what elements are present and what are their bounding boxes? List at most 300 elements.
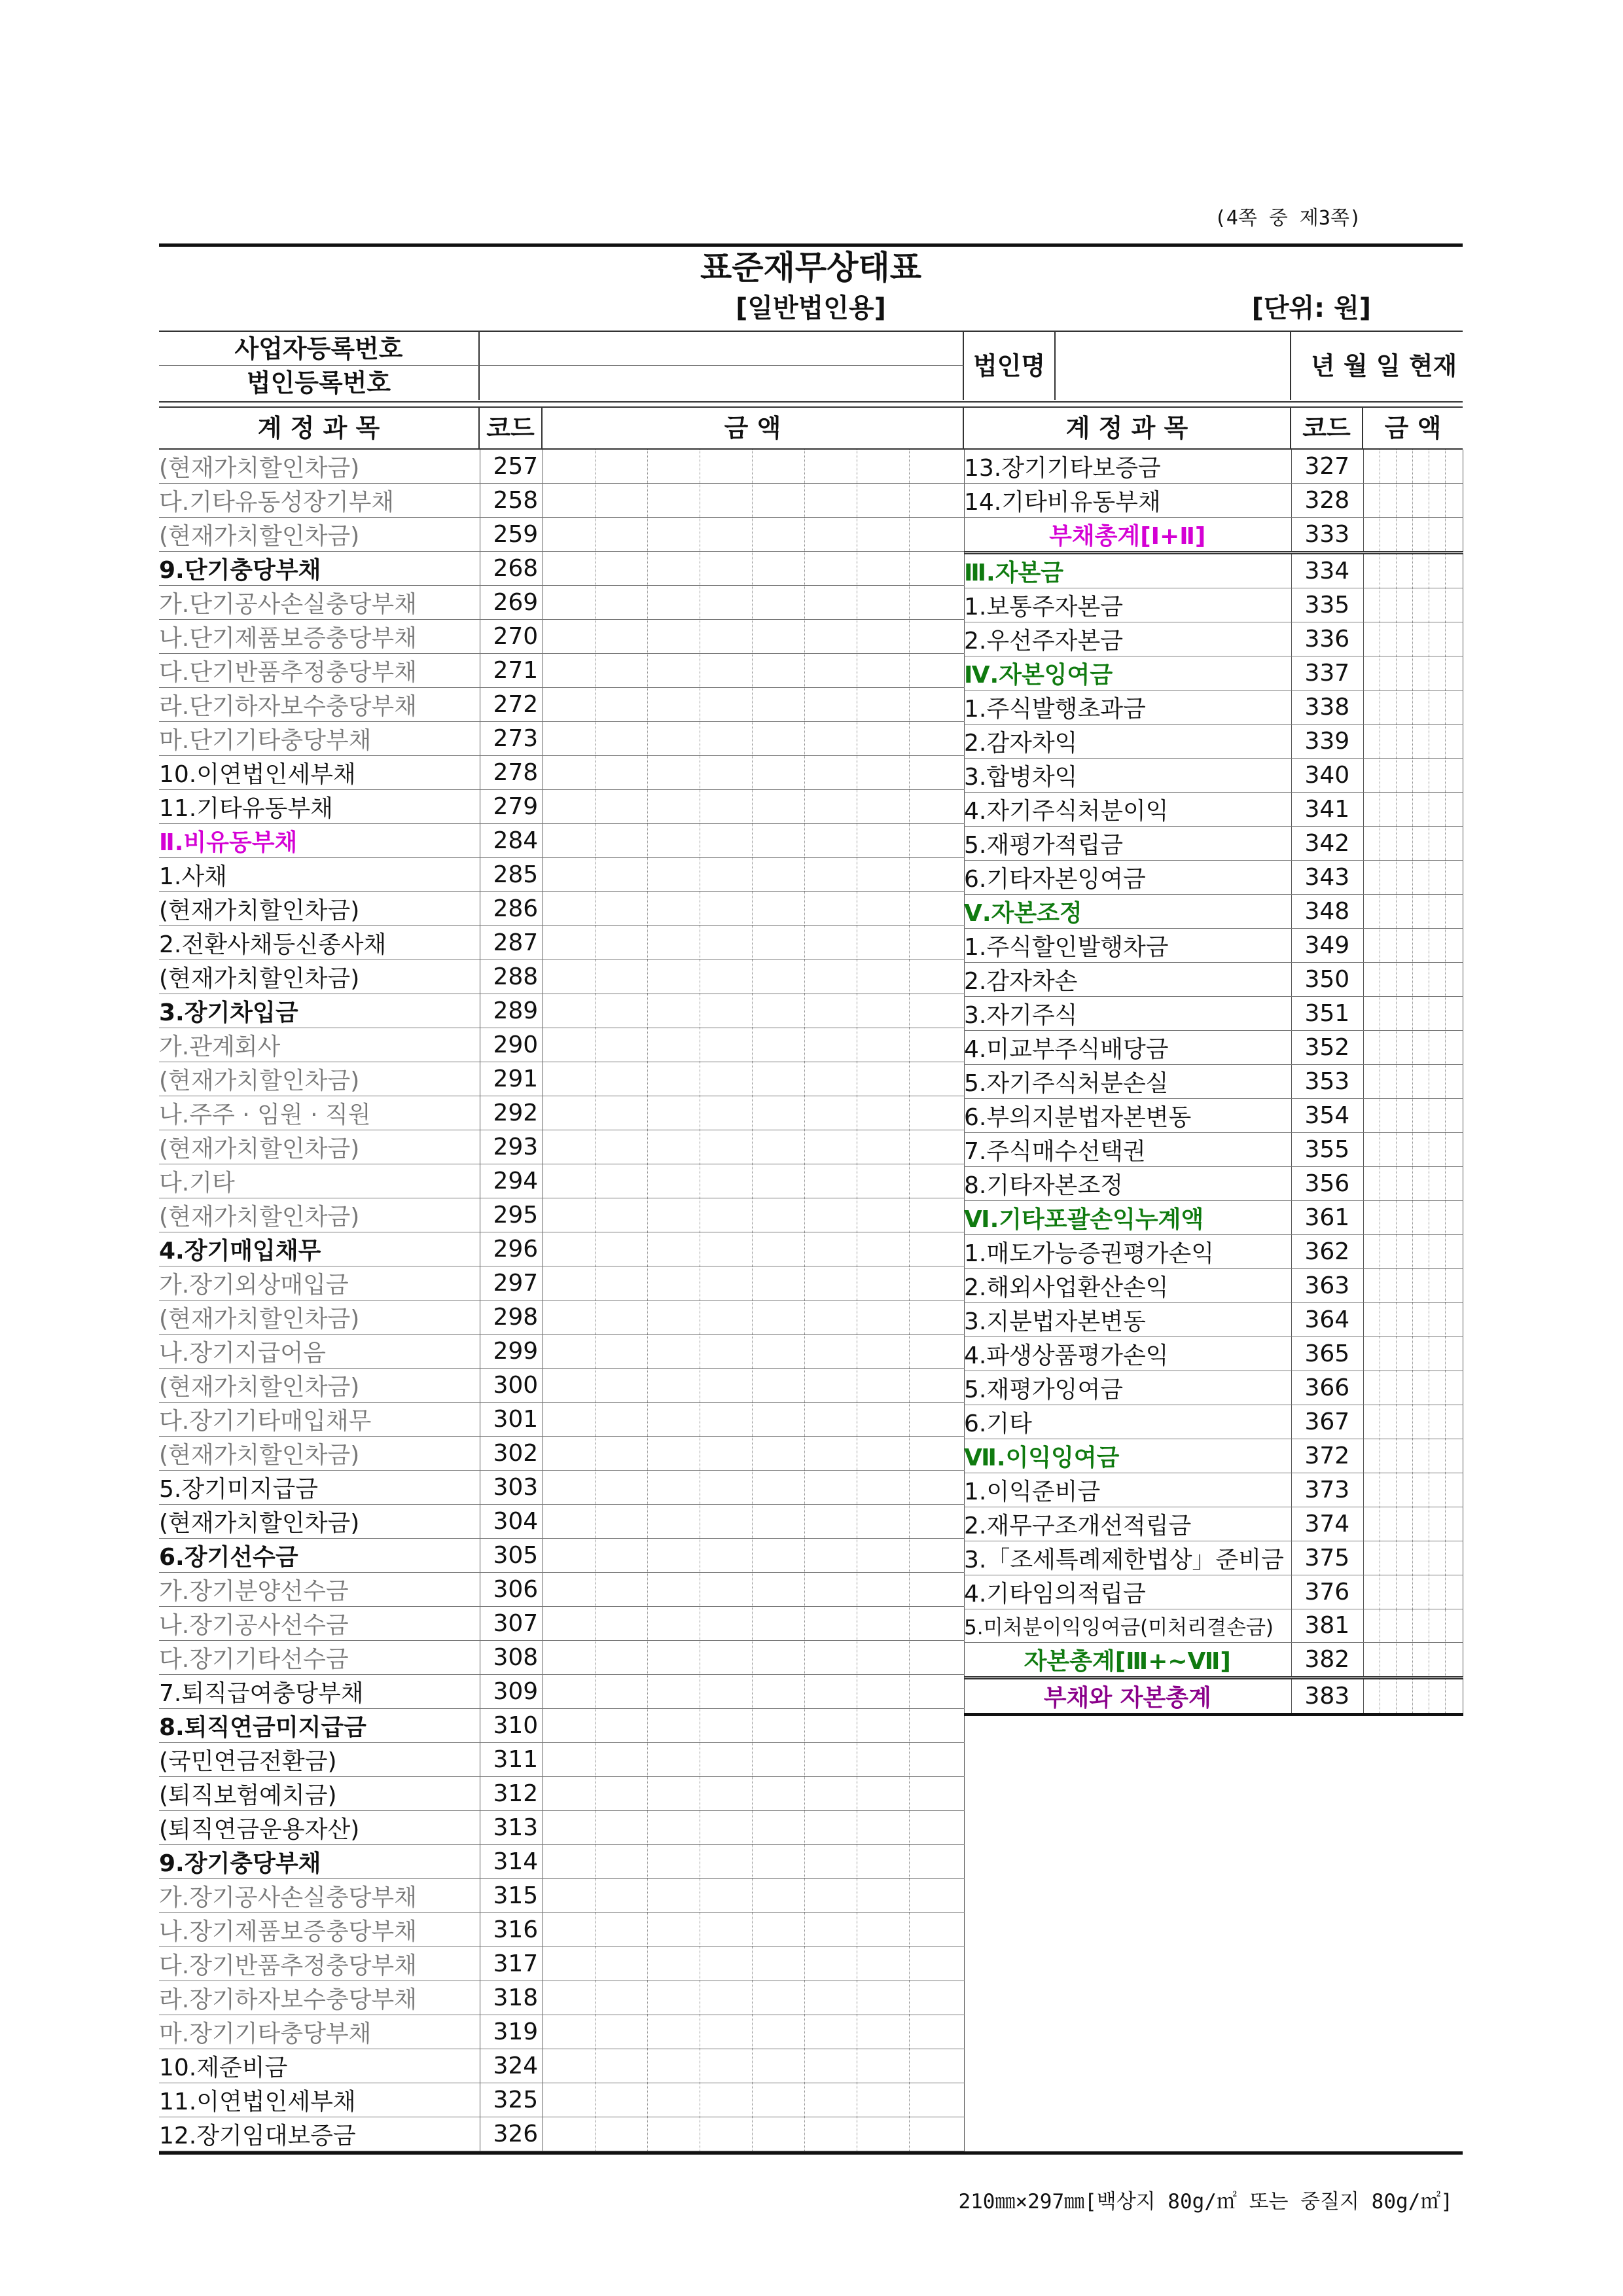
amount-cell[interactable] (857, 688, 909, 722)
amount-cell[interactable] (700, 1062, 752, 1096)
amount-cell[interactable] (752, 1266, 804, 1300)
amount-cell[interactable] (1380, 997, 1396, 1031)
amount-cell[interactable] (1445, 1405, 1463, 1439)
amount-cell[interactable] (1396, 1575, 1412, 1609)
amount-cell[interactable] (1363, 1031, 1380, 1065)
amount-cell[interactable] (752, 1913, 804, 1947)
amount-cell[interactable] (909, 1777, 964, 1811)
amount-cell[interactable] (1396, 588, 1412, 622)
amount-cell[interactable] (1412, 827, 1429, 861)
amount-cell[interactable] (857, 1845, 909, 1879)
amount-cell[interactable] (1396, 1235, 1412, 1269)
amount-cell[interactable] (1380, 725, 1396, 759)
amount-cell[interactable] (804, 1811, 857, 1845)
amount-cell[interactable] (857, 1675, 909, 1709)
amount-cell[interactable] (1363, 518, 1380, 553)
amount-cell[interactable] (700, 756, 752, 790)
amount-cell[interactable] (1445, 1235, 1463, 1269)
amount-cell[interactable] (857, 1471, 909, 1505)
amount-cell[interactable] (804, 2049, 857, 2083)
amount-cell[interactable] (752, 688, 804, 722)
amount-cell[interactable] (857, 1028, 909, 1062)
amount-cell[interactable] (1363, 1167, 1380, 1201)
amount-cell[interactable] (752, 1709, 804, 1743)
amount-cell[interactable] (1412, 553, 1429, 588)
amount-cell[interactable] (804, 1505, 857, 1539)
amount-cell[interactable] (1412, 1405, 1429, 1439)
amount-cell[interactable] (804, 1437, 857, 1471)
amount-cell[interactable] (595, 1675, 647, 1709)
amount-cell[interactable] (595, 722, 647, 756)
amount-cell[interactable] (752, 722, 804, 756)
amount-cell[interactable] (804, 858, 857, 892)
amount-cell[interactable] (543, 1675, 595, 1709)
amount-cell[interactable] (700, 1130, 752, 1164)
amount-cell[interactable] (595, 1403, 647, 1437)
amount-cell[interactable] (804, 926, 857, 960)
amount-cell[interactable] (804, 1981, 857, 2015)
amount-cell[interactable] (804, 1743, 857, 1777)
amount-cell[interactable] (1429, 1371, 1445, 1405)
amount-cell[interactable] (909, 1675, 964, 1709)
amount-cell[interactable] (1363, 1642, 1380, 1677)
amount-cell[interactable] (1380, 484, 1396, 518)
amount-cell[interactable] (543, 1130, 595, 1164)
amount-cell[interactable] (752, 1573, 804, 1607)
amount-cell[interactable] (909, 2049, 964, 2083)
amount-cell[interactable] (595, 1811, 647, 1845)
amount-cell[interactable] (595, 1709, 647, 1743)
amount-cell[interactable] (1429, 1507, 1445, 1541)
amount-cell[interactable] (752, 2049, 804, 2083)
amount-cell[interactable] (543, 1403, 595, 1437)
amount-cell[interactable] (1429, 1065, 1445, 1099)
amount-cell[interactable] (595, 484, 647, 518)
amount-cell[interactable] (595, 450, 647, 484)
amount-cell[interactable] (647, 1164, 700, 1198)
amount-cell[interactable] (1363, 1133, 1380, 1167)
amount-cell[interactable] (1396, 691, 1412, 725)
amount-cell[interactable] (909, 1062, 964, 1096)
amount-cell[interactable] (857, 518, 909, 552)
corp-reg-field[interactable] (480, 366, 964, 400)
amount-cell[interactable] (1445, 1065, 1463, 1099)
amount-cell[interactable] (1412, 1642, 1429, 1677)
amount-cell[interactable] (1363, 1541, 1380, 1575)
amount-cell[interactable] (595, 1879, 647, 1913)
amount-cell[interactable] (1429, 622, 1445, 656)
amount-cell[interactable] (700, 2049, 752, 2083)
amount-cell[interactable] (543, 1845, 595, 1879)
amount-cell[interactable] (700, 1981, 752, 2015)
amount-cell[interactable] (1412, 1201, 1429, 1235)
amount-cell[interactable] (1445, 895, 1463, 929)
amount-cell[interactable] (543, 1947, 595, 1981)
amount-cell[interactable] (543, 2117, 595, 2151)
amount-cell[interactable] (647, 1913, 700, 1947)
amount-cell[interactable] (909, 994, 964, 1028)
corp-name-field[interactable] (1056, 332, 1291, 400)
amount-cell[interactable] (595, 1335, 647, 1369)
amount-cell[interactable] (1363, 588, 1380, 622)
amount-cell[interactable] (1412, 656, 1429, 691)
amount-cell[interactable] (595, 1062, 647, 1096)
amount-cell[interactable] (857, 790, 909, 824)
amount-cell[interactable] (700, 926, 752, 960)
amount-cell[interactable] (909, 484, 964, 518)
amount-cell[interactable] (595, 1096, 647, 1130)
amount-cell[interactable] (543, 960, 595, 994)
amount-cell[interactable] (909, 1130, 964, 1164)
amount-cell[interactable] (1445, 1541, 1463, 1575)
amount-cell[interactable] (857, 1607, 909, 1641)
amount-cell[interactable] (1445, 1609, 1463, 1643)
amount-cell[interactable] (543, 1096, 595, 1130)
amount-cell[interactable] (1396, 1677, 1412, 1714)
amount-cell[interactable] (1412, 1439, 1429, 1473)
amount-cell[interactable] (543, 586, 595, 620)
amount-cell[interactable] (647, 2049, 700, 2083)
amount-cell[interactable] (700, 1369, 752, 1403)
amount-cell[interactable] (1429, 1609, 1445, 1643)
amount-cell[interactable] (909, 450, 964, 484)
amount-cell[interactable] (1380, 588, 1396, 622)
amount-cell[interactable] (1363, 1269, 1380, 1303)
amount-cell[interactable] (1363, 553, 1380, 588)
amount-cell[interactable] (595, 1300, 647, 1335)
amount-cell[interactable] (595, 1164, 647, 1198)
amount-cell[interactable] (700, 1845, 752, 1879)
amount-cell[interactable] (1412, 450, 1429, 484)
amount-cell[interactable] (1412, 793, 1429, 827)
amount-cell[interactable] (804, 1777, 857, 1811)
amount-cell[interactable] (857, 1300, 909, 1335)
amount-cell[interactable] (700, 586, 752, 620)
amount-cell[interactable] (1445, 1507, 1463, 1541)
amount-cell[interactable] (700, 722, 752, 756)
amount-cell[interactable] (1363, 1303, 1380, 1337)
amount-cell[interactable] (804, 722, 857, 756)
amount-cell[interactable] (804, 1607, 857, 1641)
amount-cell[interactable] (909, 1198, 964, 1232)
amount-cell[interactable] (1412, 997, 1429, 1031)
amount-cell[interactable] (752, 1981, 804, 2015)
amount-cell[interactable] (804, 1232, 857, 1266)
amount-cell[interactable] (1380, 1677, 1396, 1714)
amount-cell[interactable] (700, 518, 752, 552)
amount-cell[interactable] (857, 1369, 909, 1403)
amount-cell[interactable] (1363, 1337, 1380, 1371)
amount-cell[interactable] (752, 1845, 804, 1879)
amount-cell[interactable] (1396, 1201, 1412, 1235)
amount-cell[interactable] (1445, 1677, 1463, 1714)
amount-cell[interactable] (647, 620, 700, 654)
amount-cell[interactable] (857, 2049, 909, 2083)
amount-cell[interactable] (700, 2083, 752, 2117)
amount-cell[interactable] (647, 1879, 700, 1913)
amount-cell[interactable] (1412, 1133, 1429, 1167)
amount-cell[interactable] (857, 1777, 909, 1811)
amount-cell[interactable] (595, 1437, 647, 1471)
amount-cell[interactable] (909, 960, 964, 994)
amount-cell[interactable] (857, 1096, 909, 1130)
amount-cell[interactable] (647, 1777, 700, 1811)
amount-cell[interactable] (1445, 588, 1463, 622)
amount-cell[interactable] (1396, 1405, 1412, 1439)
amount-cell[interactable] (1429, 1201, 1445, 1235)
amount-cell[interactable] (857, 1437, 909, 1471)
amount-cell[interactable] (1412, 484, 1429, 518)
amount-cell[interactable] (1445, 656, 1463, 691)
amount-cell[interactable] (595, 2049, 647, 2083)
amount-cell[interactable] (1445, 484, 1463, 518)
amount-cell[interactable] (909, 1232, 964, 1266)
amount-cell[interactable] (752, 450, 804, 484)
amount-cell[interactable] (1380, 1541, 1396, 1575)
amount-cell[interactable] (857, 1743, 909, 1777)
amount-cell[interactable] (1363, 929, 1380, 963)
amount-cell[interactable] (1396, 1541, 1412, 1575)
amount-cell[interactable] (543, 1743, 595, 1777)
amount-cell[interactable] (543, 518, 595, 552)
amount-cell[interactable] (647, 1981, 700, 2015)
amount-cell[interactable] (647, 654, 700, 688)
amount-cell[interactable] (595, 1266, 647, 1300)
amount-cell[interactable] (857, 1913, 909, 1947)
amount-cell[interactable] (647, 824, 700, 858)
amount-cell[interactable] (909, 858, 964, 892)
amount-cell[interactable] (647, 1539, 700, 1573)
amount-cell[interactable] (647, 1505, 700, 1539)
amount-cell[interactable] (595, 1471, 647, 1505)
amount-cell[interactable] (1363, 997, 1380, 1031)
amount-cell[interactable] (543, 1471, 595, 1505)
amount-cell[interactable] (595, 858, 647, 892)
amount-cell[interactable] (1396, 1133, 1412, 1167)
amount-cell[interactable] (543, 1573, 595, 1607)
amount-cell[interactable] (1445, 1337, 1463, 1371)
amount-cell[interactable] (804, 892, 857, 926)
amount-cell[interactable] (647, 2083, 700, 2117)
amount-cell[interactable] (909, 756, 964, 790)
amount-cell[interactable] (1429, 588, 1445, 622)
amount-cell[interactable] (857, 1539, 909, 1573)
amount-cell[interactable] (700, 654, 752, 688)
amount-cell[interactable] (1412, 518, 1429, 553)
amount-cell[interactable] (543, 756, 595, 790)
amount-cell[interactable] (1429, 997, 1445, 1031)
amount-cell[interactable] (647, 790, 700, 824)
amount-cell[interactable] (700, 1505, 752, 1539)
amount-cell[interactable] (804, 1641, 857, 1675)
amount-cell[interactable] (752, 2083, 804, 2117)
amount-cell[interactable] (1429, 963, 1445, 997)
amount-cell[interactable] (752, 654, 804, 688)
amount-cell[interactable] (1429, 861, 1445, 895)
amount-cell[interactable] (1429, 1269, 1445, 1303)
amount-cell[interactable] (1380, 450, 1396, 484)
amount-cell[interactable] (1412, 1507, 1429, 1541)
amount-cell[interactable] (700, 450, 752, 484)
amount-cell[interactable] (1429, 484, 1445, 518)
amount-cell[interactable] (700, 1913, 752, 1947)
amount-cell[interactable] (700, 1471, 752, 1505)
amount-cell[interactable] (804, 1028, 857, 1062)
amount-cell[interactable] (1429, 1473, 1445, 1507)
amount-cell[interactable] (647, 2015, 700, 2049)
amount-cell[interactable] (543, 892, 595, 926)
amount-cell[interactable] (1396, 656, 1412, 691)
amount-cell[interactable] (700, 994, 752, 1028)
amount-cell[interactable] (543, 858, 595, 892)
amount-cell[interactable] (700, 1437, 752, 1471)
amount-cell[interactable] (752, 1096, 804, 1130)
amount-cell[interactable] (909, 1369, 964, 1403)
amount-cell[interactable] (700, 1028, 752, 1062)
amount-cell[interactable] (1396, 861, 1412, 895)
amount-cell[interactable] (647, 2117, 700, 2151)
amount-cell[interactable] (752, 1369, 804, 1403)
amount-cell[interactable] (647, 688, 700, 722)
amount-cell[interactable] (804, 994, 857, 1028)
amount-cell[interactable] (909, 892, 964, 926)
amount-cell[interactable] (543, 552, 595, 586)
amount-cell[interactable] (1363, 1405, 1380, 1439)
amount-cell[interactable] (1445, 518, 1463, 553)
amount-cell[interactable] (700, 1198, 752, 1232)
amount-cell[interactable] (595, 1369, 647, 1403)
amount-cell[interactable] (700, 1573, 752, 1607)
amount-cell[interactable] (857, 1641, 909, 1675)
amount-cell[interactable] (543, 722, 595, 756)
amount-cell[interactable] (804, 484, 857, 518)
biz-reg-field[interactable] (480, 332, 964, 366)
amount-cell[interactable] (1396, 1473, 1412, 1507)
amount-cell[interactable] (752, 994, 804, 1028)
amount-cell[interactable] (595, 1573, 647, 1607)
amount-cell[interactable] (804, 654, 857, 688)
amount-cell[interactable] (909, 790, 964, 824)
amount-cell[interactable] (1445, 1575, 1463, 1609)
amount-cell[interactable] (857, 552, 909, 586)
amount-cell[interactable] (543, 1437, 595, 1471)
amount-cell[interactable] (752, 620, 804, 654)
amount-cell[interactable] (1396, 1269, 1412, 1303)
amount-cell[interactable] (1396, 450, 1412, 484)
amount-cell[interactable] (804, 1573, 857, 1607)
amount-cell[interactable] (804, 1062, 857, 1096)
amount-cell[interactable] (857, 2117, 909, 2151)
amount-cell[interactable] (1363, 1507, 1380, 1541)
amount-cell[interactable] (857, 1505, 909, 1539)
amount-cell[interactable] (1396, 518, 1412, 553)
amount-cell[interactable] (1412, 691, 1429, 725)
amount-cell[interactable] (1380, 1235, 1396, 1269)
amount-cell[interactable] (909, 722, 964, 756)
amount-cell[interactable] (1429, 1642, 1445, 1677)
amount-cell[interactable] (752, 1505, 804, 1539)
amount-cell[interactable] (1363, 895, 1380, 929)
amount-cell[interactable] (857, 892, 909, 926)
amount-cell[interactable] (1429, 1405, 1445, 1439)
amount-cell[interactable] (804, 1675, 857, 1709)
amount-cell[interactable] (700, 960, 752, 994)
amount-cell[interactable] (804, 552, 857, 586)
amount-cell[interactable] (857, 994, 909, 1028)
amount-cell[interactable] (752, 552, 804, 586)
amount-cell[interactable] (804, 824, 857, 858)
amount-cell[interactable] (647, 1300, 700, 1335)
amount-cell[interactable] (752, 2117, 804, 2151)
amount-cell[interactable] (857, 926, 909, 960)
amount-cell[interactable] (1396, 895, 1412, 929)
amount-cell[interactable] (752, 1028, 804, 1062)
amount-cell[interactable] (700, 2117, 752, 2151)
amount-cell[interactable] (1412, 1303, 1429, 1337)
amount-cell[interactable] (804, 586, 857, 620)
amount-cell[interactable] (1380, 1099, 1396, 1133)
amount-cell[interactable] (752, 1198, 804, 1232)
amount-cell[interactable] (804, 1845, 857, 1879)
amount-cell[interactable] (1380, 1473, 1396, 1507)
amount-cell[interactable] (1380, 895, 1396, 929)
amount-cell[interactable] (700, 1607, 752, 1641)
amount-cell[interactable] (1445, 1031, 1463, 1065)
amount-cell[interactable] (543, 1062, 595, 1096)
amount-cell[interactable] (909, 1607, 964, 1641)
amount-cell[interactable] (804, 960, 857, 994)
amount-cell[interactable] (700, 1879, 752, 1913)
amount-cell[interactable] (543, 1266, 595, 1300)
amount-cell[interactable] (909, 824, 964, 858)
amount-cell[interactable] (595, 1539, 647, 1573)
amount-cell[interactable] (1429, 929, 1445, 963)
amount-cell[interactable] (1363, 827, 1380, 861)
amount-cell[interactable] (752, 586, 804, 620)
amount-cell[interactable] (1380, 518, 1396, 553)
amount-cell[interactable] (909, 1641, 964, 1675)
amount-cell[interactable] (543, 2015, 595, 2049)
amount-cell[interactable] (1380, 1031, 1396, 1065)
amount-cell[interactable] (647, 1437, 700, 1471)
amount-cell[interactable] (543, 484, 595, 518)
amount-cell[interactable] (1380, 1642, 1396, 1677)
amount-cell[interactable] (752, 518, 804, 552)
amount-cell[interactable] (909, 1403, 964, 1437)
amount-cell[interactable] (1380, 1371, 1396, 1405)
amount-cell[interactable] (909, 1947, 964, 1981)
amount-cell[interactable] (543, 1709, 595, 1743)
amount-cell[interactable] (1380, 1269, 1396, 1303)
amount-cell[interactable] (1445, 553, 1463, 588)
amount-cell[interactable] (1429, 691, 1445, 725)
amount-cell[interactable] (647, 892, 700, 926)
amount-cell[interactable] (1412, 861, 1429, 895)
amount-cell[interactable] (909, 1573, 964, 1607)
amount-cell[interactable] (1445, 1167, 1463, 1201)
amount-cell[interactable] (1396, 1337, 1412, 1371)
amount-cell[interactable] (595, 1947, 647, 1981)
amount-cell[interactable] (647, 484, 700, 518)
amount-cell[interactable] (1412, 1031, 1429, 1065)
amount-cell[interactable] (857, 824, 909, 858)
amount-cell[interactable] (543, 1198, 595, 1232)
amount-cell[interactable] (857, 960, 909, 994)
amount-cell[interactable] (804, 1335, 857, 1369)
amount-cell[interactable] (595, 994, 647, 1028)
amount-cell[interactable] (647, 1845, 700, 1879)
amount-cell[interactable] (909, 552, 964, 586)
